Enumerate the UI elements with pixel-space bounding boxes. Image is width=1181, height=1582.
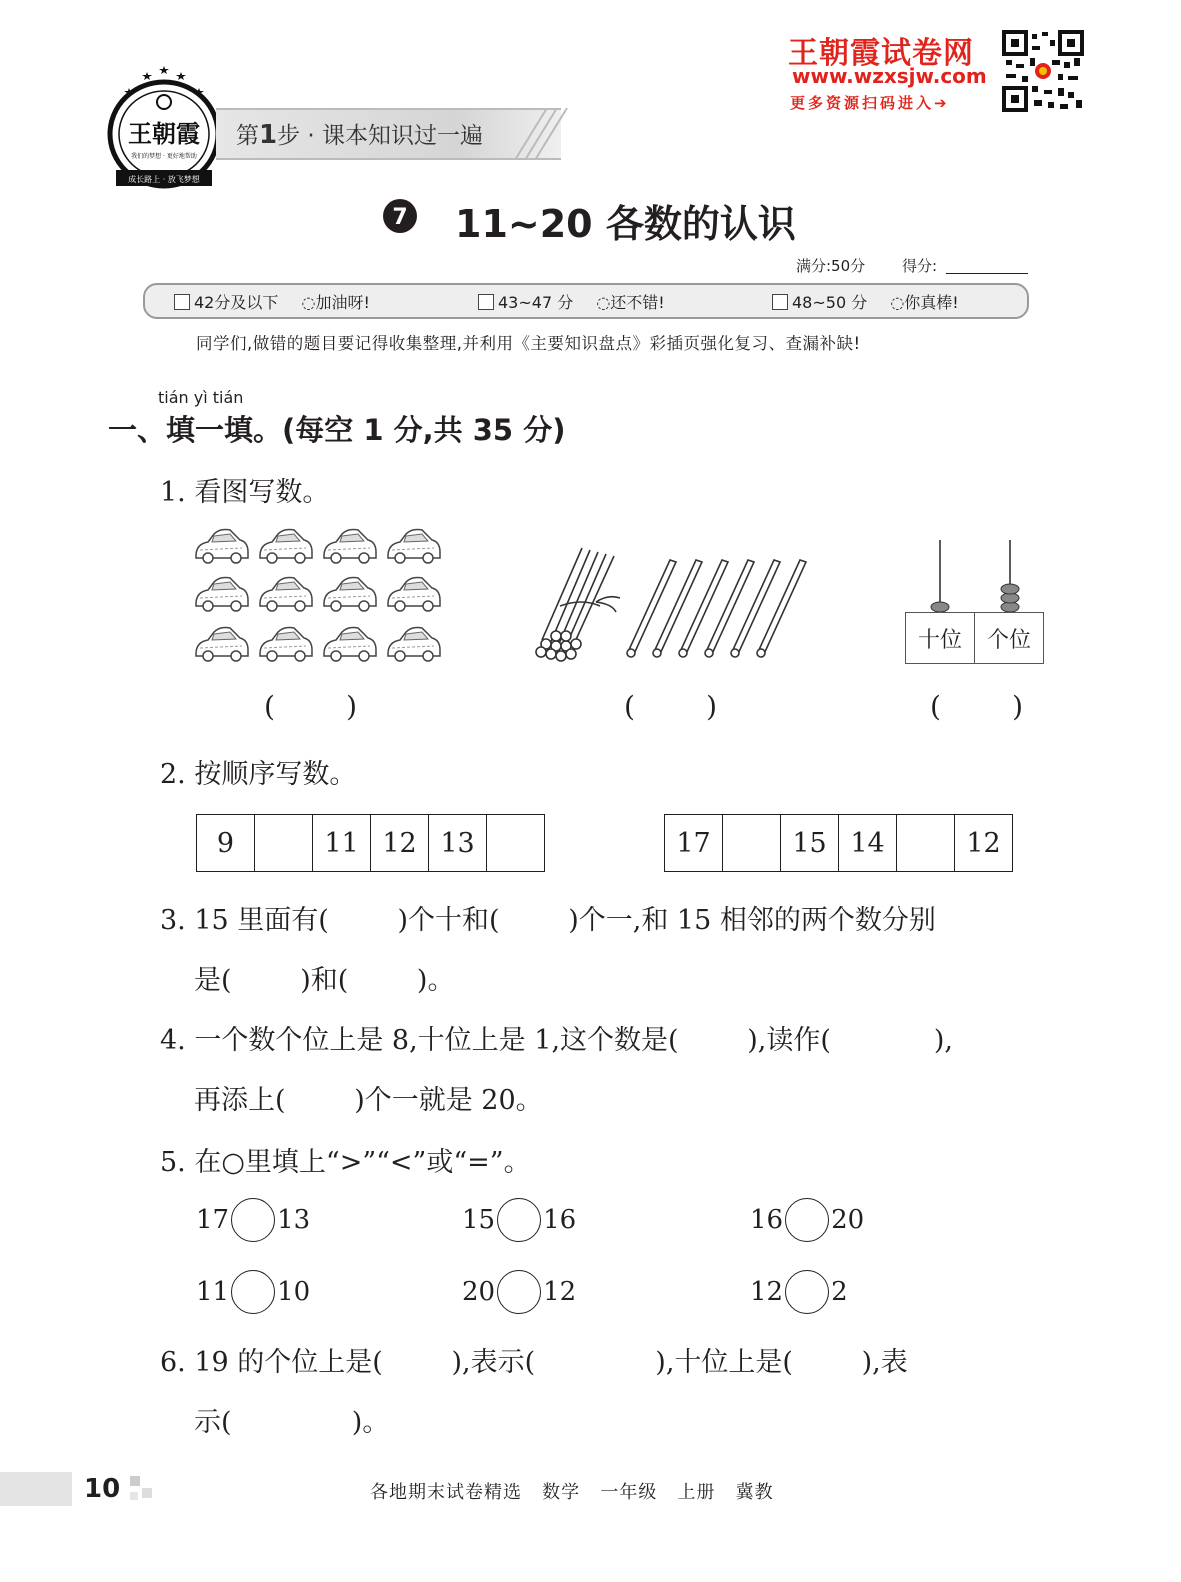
toy-car-icon xyxy=(260,628,312,662)
smile-icon: ◌ xyxy=(301,293,316,312)
toy-car-icon xyxy=(324,578,376,612)
q1-answer-blank-3[interactable]: ( ) xyxy=(930,690,1024,723)
seq-blank-cell[interactable] xyxy=(255,815,313,872)
smile-icon: ◌ xyxy=(596,293,611,312)
compare-circle[interactable] xyxy=(785,1270,829,1314)
score-label: 得分: xyxy=(902,257,938,275)
q3-line-2[interactable]: 是( )和( )。 xyxy=(194,965,455,996)
ones-label: 个位 xyxy=(986,627,1031,653)
single-stick-icon xyxy=(679,560,728,657)
rank-option-3[interactable]: 48~50 分 ◌你真棒! xyxy=(772,290,959,313)
single-stick-icon xyxy=(757,560,806,657)
q5-text: 5. 在○里填上“>”“<”或“=”。 xyxy=(160,1147,531,1178)
abacus-bead-icon xyxy=(931,602,949,612)
footer-decoration xyxy=(128,1474,156,1504)
compare-item: 11 10 xyxy=(196,1270,310,1314)
toy-car-icon xyxy=(324,628,376,662)
seq-cell: 13 xyxy=(429,815,487,872)
q6-line-2[interactable]: 示( )。 xyxy=(194,1407,390,1438)
compare-circle[interactable] xyxy=(231,1270,275,1314)
toy-car-icon xyxy=(196,530,248,564)
q4-line-1[interactable]: 4. 一个数个位上是 8,十位上是 1,这个数是( ),读作( ), xyxy=(160,1025,953,1056)
seq-blank-cell[interactable] xyxy=(897,815,955,872)
seq-blank-cell[interactable] xyxy=(487,815,545,872)
step-bar-stripes xyxy=(505,108,575,160)
toy-car-icon xyxy=(196,578,248,612)
compare-item: 20 12 xyxy=(462,1270,576,1314)
score-blank[interactable] xyxy=(946,273,1028,274)
toy-car-icon xyxy=(196,628,248,662)
q1-answer-blank-1[interactable]: ( ) xyxy=(264,690,358,723)
seq-cell: 9 xyxy=(197,815,255,872)
footer-bar xyxy=(0,1472,72,1506)
compare-circle[interactable] xyxy=(497,1270,541,1314)
toy-car-icon xyxy=(324,530,376,564)
seq-cell: 12 xyxy=(955,815,1013,872)
logo-subtext: 我们的梦想 · 更好地帮助 xyxy=(131,153,197,160)
counting-sticks-figure xyxy=(530,540,815,668)
abacus-rods xyxy=(906,536,1048,612)
compare-item: 16 20 xyxy=(750,1198,864,1242)
toy-car-icon xyxy=(388,530,440,564)
compare-item: 17 13 xyxy=(196,1198,310,1242)
tens-label: 十位 xyxy=(906,613,975,663)
score-full: 满分:50分 xyxy=(796,257,866,275)
logo-text: 王朝霞 xyxy=(128,119,200,148)
q6-line-1[interactable]: 6. 19 的个位上是( ),表示( ),十位上是( ),表 xyxy=(160,1347,908,1378)
brand-logo xyxy=(104,66,224,196)
section-pinyin: tián yì tián xyxy=(158,388,244,407)
single-stick-icon xyxy=(731,560,780,657)
seq-cell: 14 xyxy=(839,815,897,872)
compare-circle[interactable] xyxy=(497,1198,541,1242)
compare-circle[interactable] xyxy=(231,1198,275,1242)
lesson-number-badge xyxy=(380,196,420,236)
brand-title: 王朝霞试卷网 xyxy=(788,36,974,71)
q3-line-1[interactable]: 3. 15 里面有( )个十和( )个一,和 15 相邻的两个数分别 xyxy=(160,905,936,936)
single-stick-icon xyxy=(627,560,676,657)
qr-code-icon[interactable] xyxy=(1002,30,1084,112)
brand-tagline: 更多资源扫码进入➔ xyxy=(790,94,950,112)
abacus-bead-icon xyxy=(1001,584,1019,594)
seq-cell: 12 xyxy=(371,815,429,872)
seq-cell: 17 xyxy=(665,815,723,872)
svg-text:7: 7 xyxy=(392,205,408,230)
single-stick-icon xyxy=(705,560,754,657)
sequence-table-1 xyxy=(196,814,545,872)
study-note: 同学们,做错的题目要记得收集整理,并利用《主要知识盘点》彩插页强化复习、查漏补缺! xyxy=(196,334,861,353)
seq-cell: 11 xyxy=(313,815,371,872)
footer-text: 各地期末试卷精选 数学 一年级 上册 冀教 xyxy=(370,1482,774,1503)
abacus-place-value-box xyxy=(905,612,1044,664)
compare-item: 15 16 xyxy=(462,1198,576,1242)
stick-bundle-icon xyxy=(536,548,620,661)
compare-circle[interactable] xyxy=(785,1198,829,1242)
rank-option-2[interactable]: 43~47 分 ◌还不错! xyxy=(478,290,665,313)
smile-icon: ◌ xyxy=(890,293,905,312)
step-label: 第1步 · 课本知识过一遍 xyxy=(236,120,484,150)
toy-car-icon xyxy=(388,578,440,612)
single-stick-icon xyxy=(653,560,702,657)
q4-line-2[interactable]: 再添上( )个一就是 20。 xyxy=(194,1085,543,1116)
lesson-title: 11~20 各数的认识 xyxy=(455,202,796,246)
brand-url[interactable]: www.wzxsjw.com xyxy=(792,64,987,88)
rank-option-1[interactable]: 42分及以下 ◌加油呀! xyxy=(174,290,370,313)
toy-car-icon xyxy=(388,628,440,662)
toy-car-icon xyxy=(260,578,312,612)
seq-cell: 15 xyxy=(781,815,839,872)
q1-answer-blank-2[interactable]: ( ) xyxy=(624,690,718,723)
sequence-table-2 xyxy=(664,814,1013,872)
seq-blank-cell[interactable] xyxy=(723,815,781,872)
q1-text: 1. 看图写数。 xyxy=(160,477,330,508)
compare-item: 12 2 xyxy=(750,1270,848,1314)
q2-text: 2. 按顺序写数。 xyxy=(160,759,357,790)
toy-cars-figure xyxy=(192,526,447,668)
toy-car-icon xyxy=(260,530,312,564)
section-title: 一、填一填。(每空 1 分,共 35 分) xyxy=(108,413,566,447)
page-number: 10 xyxy=(84,1474,121,1504)
logo-ribbon: 成长路上 · 放飞梦想 xyxy=(128,175,200,184)
